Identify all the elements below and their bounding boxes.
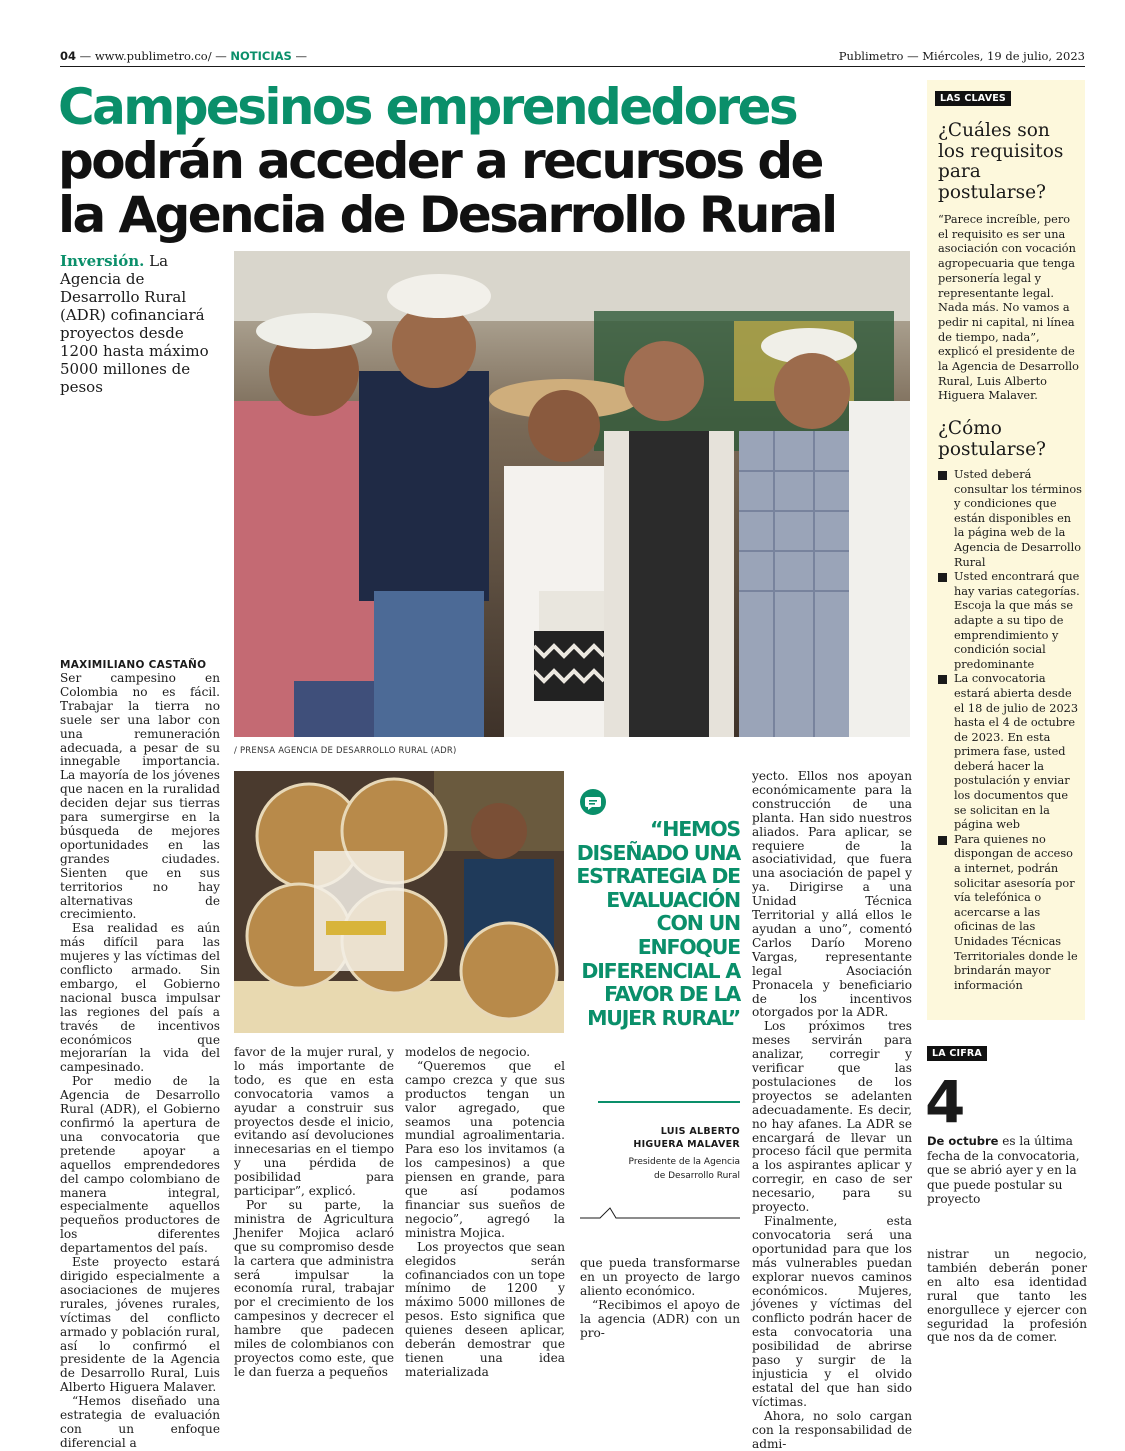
paragraph: Ahora, no solo cargan con la responsabilidad de admi- [752,1408,912,1451]
paragraph: Por su parte, la ministra de Agricultura Jhenifer Mojica aclaró que su compromiso desde la cartera que administra será impulsar la economía rural, trabajar por el crecimiento de los campesinos y decrecer el hambre que padecen miles de colombianos con proyectos como este, que le dan fuerza a pequeños [234,1197,394,1379]
paragraph: “Recibimos el apoyo de la agencia (ADR) con un pro- [580,1297,740,1340]
headline-line-3: la Agencia de Desarrollo Rural [58,186,836,244]
pull-quote-author [580,1125,740,1151]
quote-bubble-icon [580,789,606,815]
intro-text: La Agencia de Desarrollo Rural (ADR) cofinanciará proyectos desde 1200 hasta máximo 5000 millones de pesos [60,252,209,396]
product-photo-illustration [234,771,564,1033]
paragraph: Los próximos tres meses servirán para analizar, corregir y verificar que las postulaciones de los proyectos se adelanten adecuadamente. Es decir, no hay afanes. La ADR se encargará de llevar un proceso fácil que permita a los aspirantes aplicar y corregir, en caso de ser necesario, para su proyecto. [752,1019,912,1215]
headline-line-2: podrán acceder a recursos de [58,132,822,190]
intro-lead: Inversión. [60,252,145,270]
article-column-3 [405,1046,565,1380]
header-divider [60,66,1085,67]
article-column-1 [60,672,220,1451]
intro-summary [60,252,225,396]
list-item: Para quienes no dispongan de acceso a internet, podrán solicitar asesoría por vía telefónica o acercarse a las oficinas de las Unidades Técnicas Territoriales donde le brindarán mayor información [938,833,1083,994]
cifra-tag: LA CIFRA [927,1046,987,1061]
publication-name: Publimetro [838,49,904,63]
article-column-4 [580,1257,740,1340]
paragraph: Ser campesino en Colombia no es fácil. Trabajar la tierra no suele ser una labor con una remuneración adecuada, a pesar de su innegable importancia. La mayoría de los jóvenes que nacen en la ruralidad deciden dejar sus tierras para sumergirse en la búsqueda de mejores oportunidades en las grandes ciudades. Sienten que en sus territorios no hay alternativas de crecimiento. [60,671,220,922]
bullet-square-icon [938,675,947,684]
pull-quote-role [580,1155,740,1183]
paragraph: nistrar un negocio, también deberán poner en alto esa identidad rural que tanto les enorgullece y ejercer con seguridad la profesión que nos da de comer. [927,1247,1087,1345]
author-line: HIGUERA MALAVER [633,1139,740,1150]
paragraph: Este proyecto estará dirigido especialmente a asociaciones de mujeres rurales, jóvenes rurales, víctimas del conflicto armado y población rural, así lo confirmó el presidente de la Agencia de Desarrollo Rural, Luis Alberto Higuera Malaver. [60,1255,220,1395]
page-header-left: 04 — www.publimetro.co/ — NOTICIAS — [60,49,307,63]
paragraph: “Hemos diseñado una estrategia de evaluación con un enfoque diferencial a [60,1394,220,1450]
headline-line-1: Campesinos emprendedores [58,78,796,136]
bullet-square-icon [938,471,947,480]
pull-quote: “HEMOS DISEÑADO UNA ESTRATEGIA DE EVALUACIÓN CON UN ENFOQUE DIFERENCIAL A FAVOR DE LA MUJER RURAL” [576,817,740,1030]
page-number: 04 [60,49,77,63]
paragraph: favor de la mujer rural, y lo más importante de todo, es que en esta convocatoria vamos a ayudar a construir sus proyectos desde el inicio, evitando así devoluciones innecesarias en el tiempo y una pérdida de posibilidad para participar”, explicó. [234,1045,394,1199]
article-column-6 [927,1248,1087,1345]
paragraph: Los proyectos que sean elegidos serán cofinanciados con un tope mínimo de 1200 y máximo 5000 millones de pesos. Esto significa que quienes deseen aplicar, deberán demostrar que tienen una idea materializada [405,1239,565,1379]
article-column-5 [752,770,912,1451]
main-photo-illustration [234,251,910,737]
main-photo-caption: / PRENSA AGENCIA DE DESARROLLO RURAL (ADR) [234,746,457,756]
paragraph: Por medio de la Agencia de Desarrollo Rural (ADR), el Gobierno confirmó la apertura de una convocatoria que pretende apoyar a aquellos emprendedores del campo colombiano de manera integral, especialmente aquellos pequeños productores de los diferentes departamentos del país. [60,1074,220,1256]
pull-quote-wave-divider [580,1200,740,1224]
article-column-2 [234,1046,394,1380]
sidebar-tag: LAS CLAVES [935,91,1011,106]
paragraph: que pueda transformarse en un proyecto de largo aliento económico. [580,1256,740,1298]
issue-date: Miércoles, 19 de julio, 2023 [922,49,1085,63]
role-line: Presidente de la Agencia [628,1157,740,1167]
cifra-lead: De octubre [927,1134,999,1148]
pull-quote-underline [598,1101,740,1103]
paragraph: Esa realidad es aún más difícil para las mujeres y las víctimas del conflicto armado. Sin embargo, el Gobierno nacional busca impulsar las regiones del país a través de incentivos económicos que mejorarían la vida del campesinado. [60,921,220,1075]
role-line: de Desarrollo Rural [654,1171,740,1181]
list-item: Usted encontrará que hay varias categorías. Escoja la que más se adapte a su tipo de emprendimiento y condición social predominante [938,570,1083,672]
section-label: NOTICIAS [230,49,292,63]
cifra-description [927,1134,1085,1207]
product-photo [234,771,564,1033]
paragraph: modelos de negocio. [405,1045,531,1059]
paragraph: yecto. Ellos nos apoyan económicamente para la construcción de una planta. Han sido nuestros aliados. Para aplicar, se requiere de la asociatividad, que fuera una asociación de papel y ya. Dirigirse a una Unidad Técnica Territorial y allá ellos le ayudan a uno”, comentó Carlos Darío Moreno Vargas, representante legal Asociación Pronacela y beneficiario de los incentivos otorgados por la ADR. [752,769,912,1020]
cifra-number: 4 [925,1068,964,1136]
bullet-square-icon [938,836,947,845]
sidebar-steps-list [938,468,1083,993]
page-header-right: Publimetro — Miércoles, 19 de julio, 2023 [838,49,1085,63]
site-url[interactable]: www.publimetro.co/ [94,49,212,63]
byline: MAXIMILIANO CASTAÑO [60,659,207,671]
list-item: Usted deberá consultar los términos y condiciones que están disponibles en la página web de la Agencia de Desarrollo Rural [938,468,1083,570]
paragraph: “Queremos que el campo crezca y que sus productos tengan un valor agregado, que seamos una potencia mundial agroalimentaria. Para eso los invitamos (a los campesinos) a que piensen en grande, para que así podamos financiar sus sueños de negocio”, agregó la ministra Mojica. [405,1058,565,1240]
main-photo [234,251,910,737]
cifra-text: es la última fecha de la convocatoria, que se abrió ayer y en la que puede postular su proyecto [927,1134,1080,1206]
sidebar-answer-1: “Parece increíble, pero el requisito es ser una asociación con vocación agropecuaria que tenga personería legal y representante legal. Nada más. No vamos a pedir ni capital, ni línea de tiempo, nada”, explicó el presidente de la Agencia de Desarrollo Rural, Luis Alberto Higuera Malaver. [938,213,1079,403]
sidebar-question-1: ¿Cuáles son los requisitos para postularse? [938,120,1064,203]
paragraph: Finalmente, esta convocatoria será una oportunidad para que los más vulnerables puedan explorar nuevos caminos económicos. Mujeres, jóvenes y víctimas del conflicto podrán hacer de esta convocatoria una posibilidad de abrirse paso y surgir de la injusticia y el olvido estatal del que han sido víctimas. [752,1214,912,1409]
author-line: LUIS ALBERTO [660,1126,740,1137]
list-item: La convocatoria estará abierta desde el 18 de julio de 2023 hasta el 4 de octubre de 2023. En esta primera fase, usted deberá hacer la postulación y enviar los documentos que se solicitan en la página web [938,672,1083,833]
bullet-square-icon [938,573,947,582]
sidebar-question-2: ¿Cómo postularse? [938,418,1046,460]
